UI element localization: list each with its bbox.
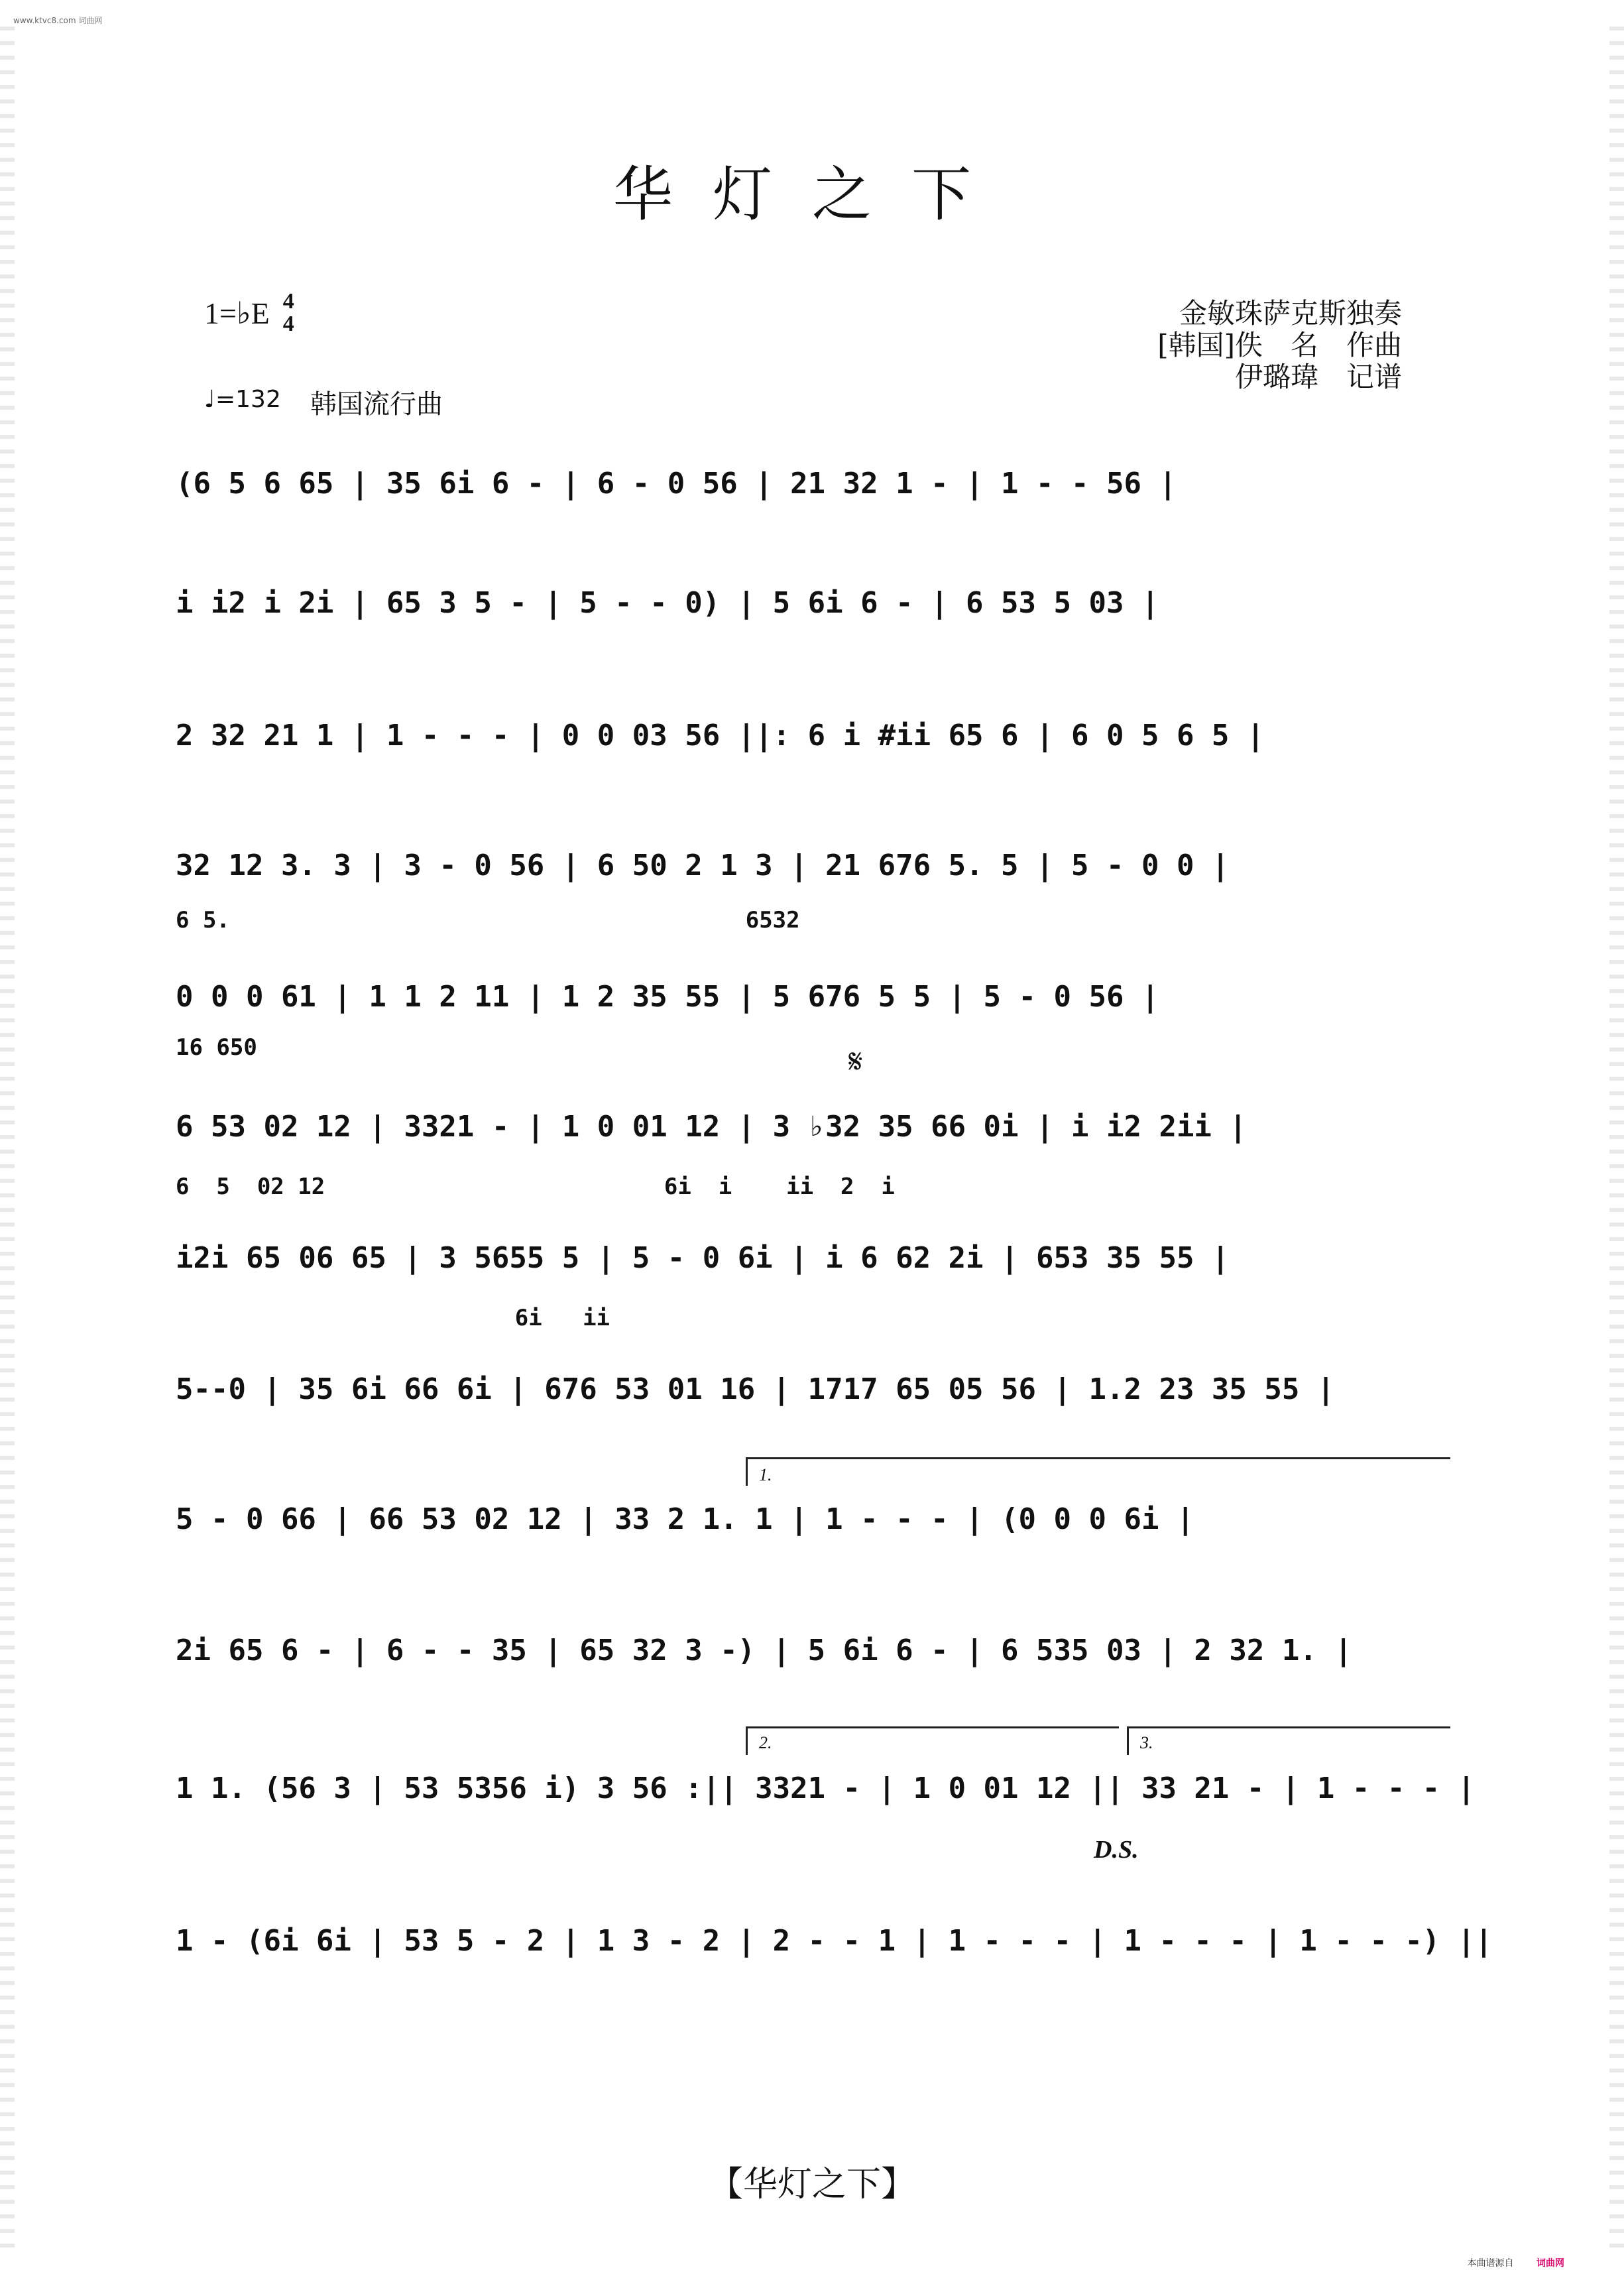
score-line-9: 5 - 0 66 | 66 53 02 12 | 33 2 1. 1 | 1 - - - | (0 0 0 6i | [176, 1502, 1194, 1536]
segno-mark: 𝄋 [848, 1042, 863, 1081]
volta-bracket-1 [746, 1457, 1450, 1486]
volta-number-2: 2. [759, 1733, 772, 1752]
harmony-line-2: 16 650 [176, 1034, 257, 1061]
time-signature [283, 290, 294, 335]
score-line-4: 32 12 3. 3 | 3 - 0 56 | 6 50 2 1 3 | 21 676 5. 5 | 5 - 0 0 | [176, 849, 1230, 882]
score-line-11: 1 1. (56 3 | 53 5356 i) 3 56 :|| 3321 - | 1 0 01 12 || 33 21 - | 1 - - - | [176, 1772, 1476, 1805]
source-url: www.ktvc8.com 词曲网 [13, 16, 103, 25]
harmony-line-4: 6i ii [176, 1305, 610, 1331]
footer-logo[interactable]: 词曲网 [1537, 2258, 1564, 2269]
genre-label: 韩国流行曲 [310, 389, 443, 420]
time-bottom: 4 [282, 312, 294, 336]
score-line-8: 5--0 | 35 6i 66 6i | 676 53 01 16 | 1717 65 05 56 | 1.2 23 35 55 | [176, 1372, 1335, 1406]
composer-credit: [韩国]佚 名 作曲 [1157, 329, 1402, 361]
volta-bracket-2 [746, 1726, 1119, 1755]
performer-credit: 金敏珠萨克斯独奏 [1179, 297, 1402, 330]
volta-number-1: 1. [759, 1465, 772, 1484]
score-line-7: i2i 65 06 65 | 3 5655 5 | 5 - 0 6i | i 6 62 2i | 653 35 55 | [176, 1241, 1230, 1275]
ds-marking: D.S. [1094, 1836, 1139, 1864]
score-line-10: 2i 65 6 - | 6 - - 35 | 65 32 3 -) | 5 6i 6 - | 6 535 03 | 2 32 1. | [176, 1634, 1352, 1667]
right-border-strip [1609, 27, 1624, 2257]
footer-source-text: 本曲谱源自 [1467, 2258, 1514, 2269]
harmony-line-3: 6 5 02 12 6i i ii 2 i [176, 1173, 895, 1200]
score-line-6: 6 53 02 12 | 3321 - | 1 0 01 12 | 3 ♭32 35 66 0i | i i2 2ii | [176, 1110, 1247, 1144]
score-line-5: 0 0 0 61 | 1 1 2 11 | 1 2 35 55 | 5 676 5 5 | 5 - 0 56 | [176, 980, 1159, 1014]
transcriber-credit: 伊璐瑋 记谱 [1234, 361, 1402, 393]
score-line-3: 2 32 21 1 | 1 - - - | 0 0 03 56 ||: 6 i #ii 65 6 | 6 0 5 6 5 | [176, 719, 1265, 752]
footer-source [1468, 2256, 1564, 2269]
key-signature [204, 290, 294, 335]
song-title: 华灯之下 [613, 160, 1011, 229]
score-line-1: (6 5 6 65 | 35 6i 6 - | 6 - 0 56 | 21 32 1 - | 1 - - 56 | [176, 467, 1177, 501]
left-border-strip [0, 27, 15, 2257]
time-top: 4 [282, 289, 294, 314]
harmony-line-1: 6 5. 6532 [176, 907, 800, 933]
tempo-marking: ♩=132 [204, 386, 281, 413]
volta-number-3: 3. [1140, 1733, 1153, 1752]
score-line-12: 1 - (6i 6i | 53 5 - 2 | 1 3 - 2 | 2 - - 1 | 1 - - - | 1 - - - | 1 - - -) || [176, 1924, 1493, 1958]
volta-bracket-3 [1127, 1726, 1450, 1755]
bottom-song-title: 【华灯之下】 [708, 2165, 915, 2204]
score-line-2: i i2 i 2i | 65 3 5 - | 5 - - 0) | 5 6i 6 - | 6 53 5 03 | [176, 586, 1159, 620]
key-label: 1=♭E [204, 296, 270, 330]
